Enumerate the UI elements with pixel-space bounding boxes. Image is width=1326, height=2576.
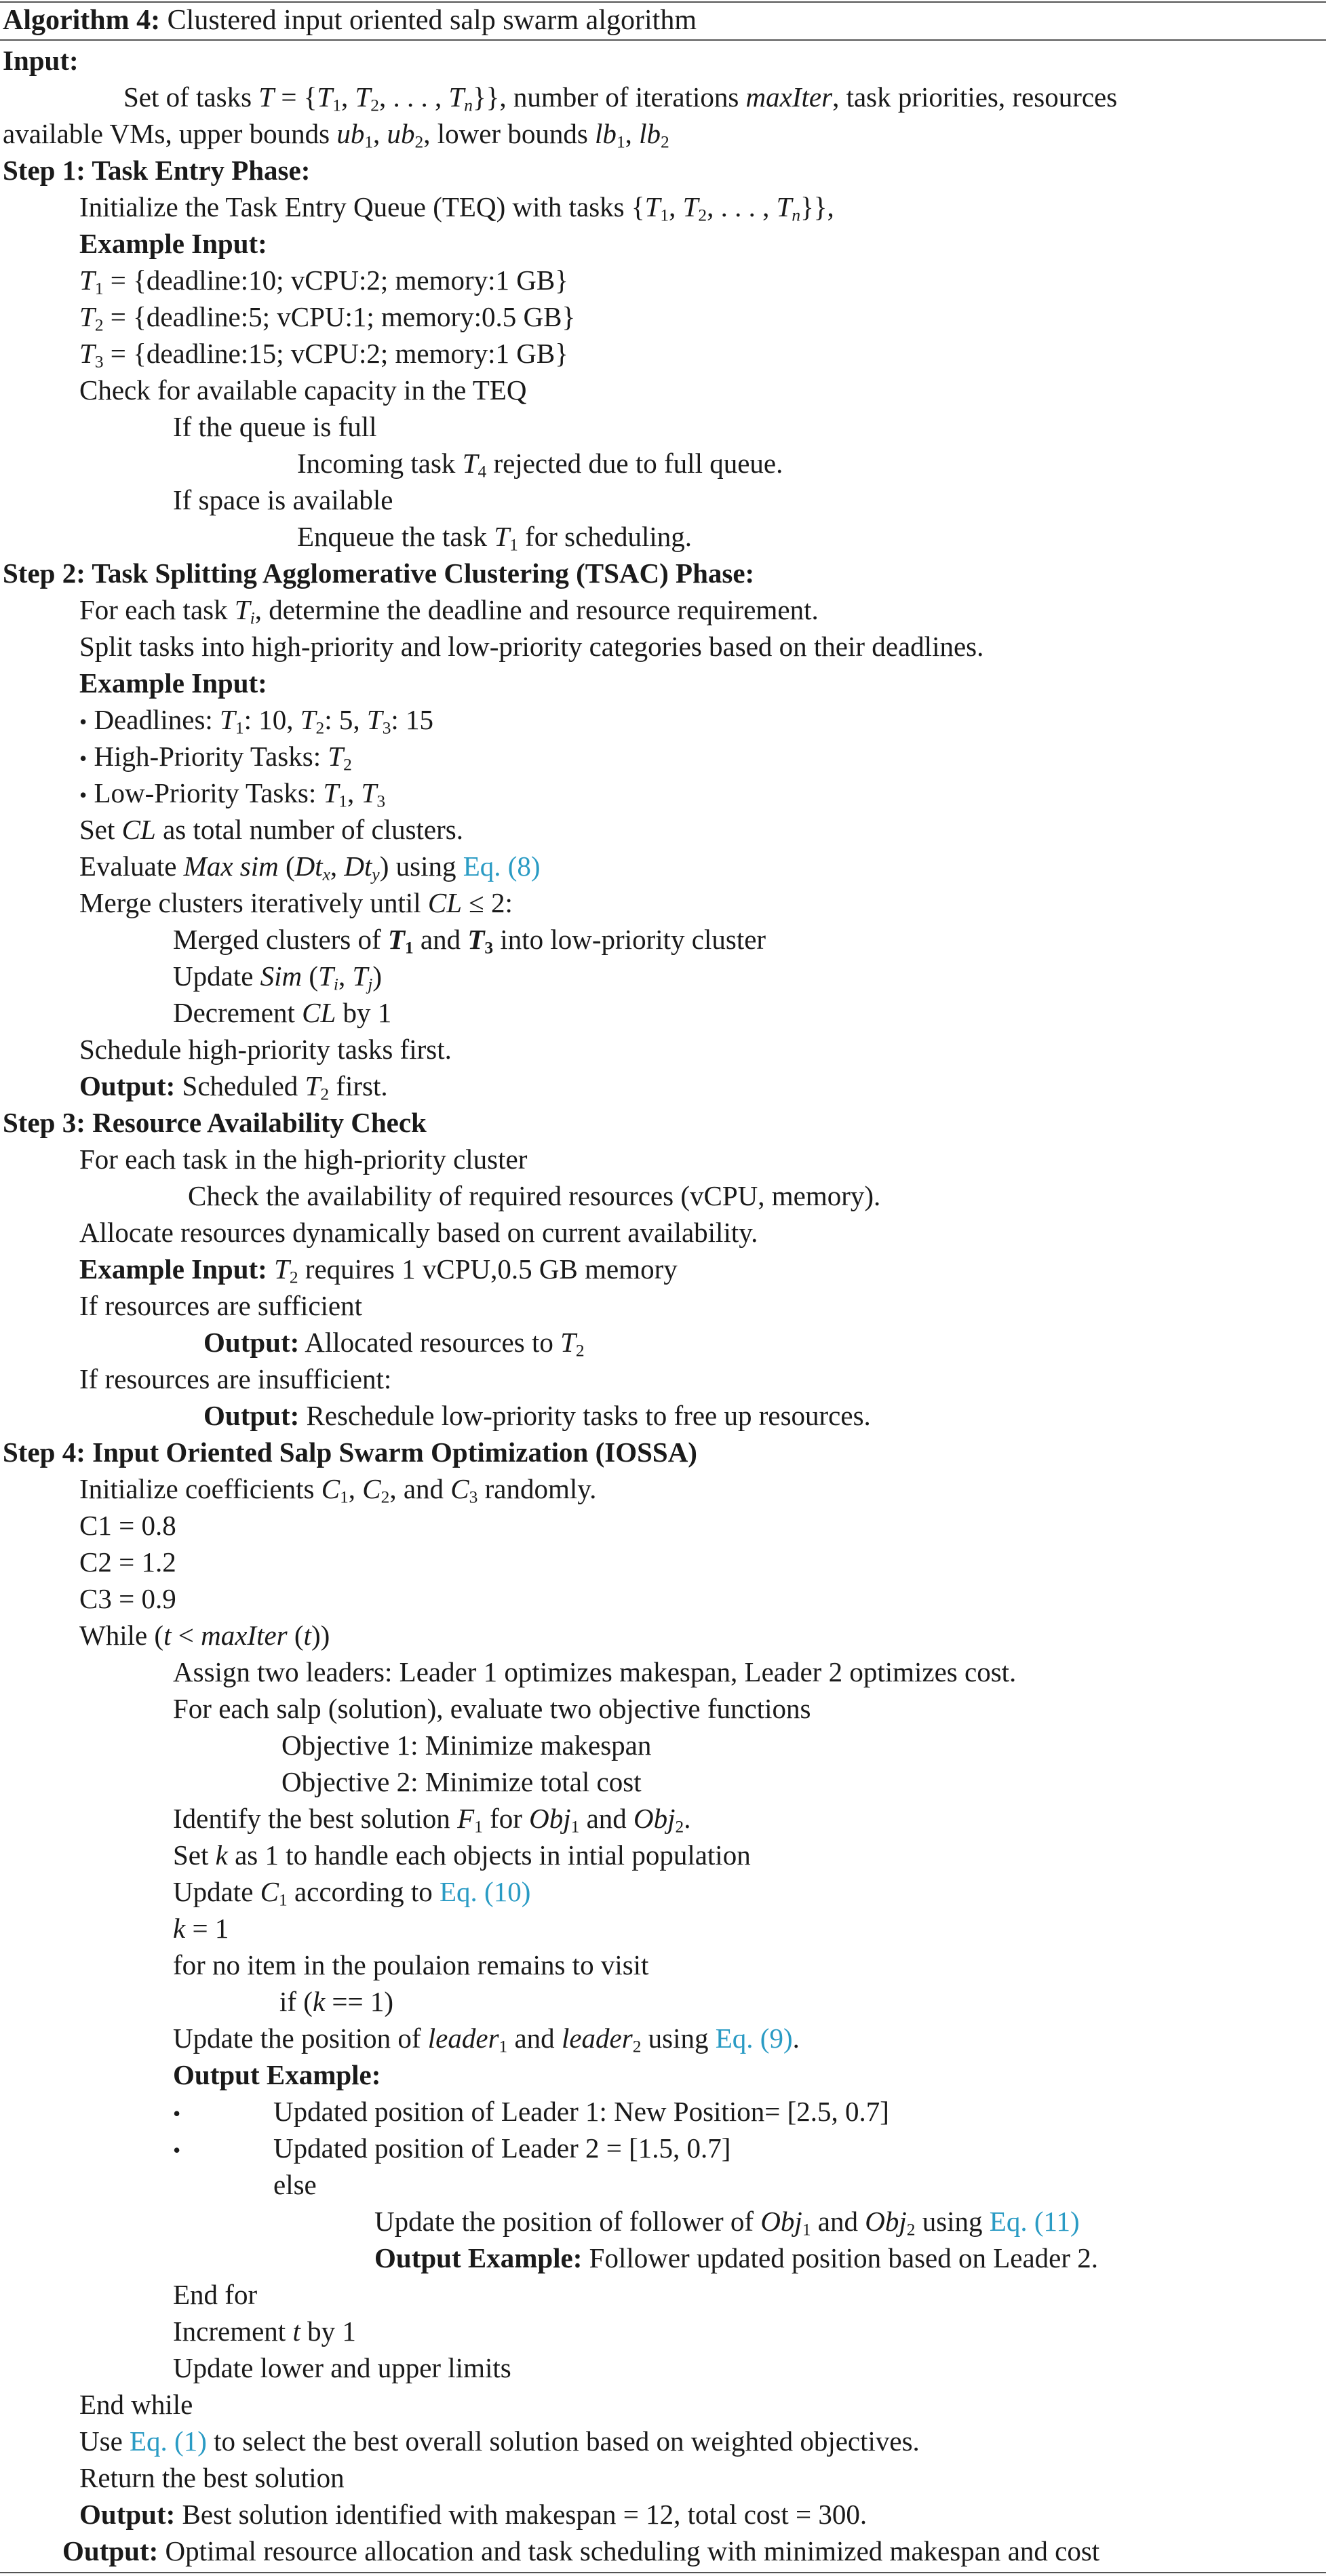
- step4-update-leader: Update the position of leader$_1$ and leader$_2$ using Eq. (9).: [173, 2023, 800, 2056]
- step1-enqueue: Enqueue the task $T_1$ for scheduling.: [297, 521, 693, 555]
- step1-init: Initialize the Task Entry Queue (TEQ) with tasks {$T_1$, $T_2$, . . . , $T_n$}},: [79, 191, 834, 225]
- step1-check: Check for available capacity in the TEQ: [79, 374, 527, 406]
- input-line-2: available VMs, upper bounds $ub_1$, $ub_2$, lower bounds $lb_1$, $lb_2$: [3, 118, 669, 152]
- step2-split: Split tasks into high-priority and low-priority categories based on their deadlines.: [79, 631, 984, 662]
- step3-heading: Step 3: Resource Availability Check: [3, 1107, 427, 1138]
- step2-evaluate: Evaluate Max sim ($Dt_x$, $Dt_y$) using Eq. (8): [79, 851, 541, 884]
- step4-bullet-leader2: •: [173, 2138, 181, 2162]
- step4-output-example: Output Example:: [173, 2059, 381, 2090]
- step2-each-task: For each task $T_i$, determine the deadline and resource requirement.: [79, 594, 819, 628]
- step4-bullet-leader1: •: [173, 2101, 181, 2126]
- step2-decrement: Decrement CL by 1: [173, 997, 392, 1028]
- eq8-link[interactable]: Eq. (8): [463, 851, 541, 882]
- step2-low-priority: • Low-Priority Tasks: $T_1$, $T_3$: [79, 777, 386, 811]
- step4-c2-value: C2 = 1.2: [79, 1546, 176, 1578]
- eq9-link[interactable]: Eq. (9): [715, 2023, 793, 2054]
- step4-update-c1: Update $C_1$ according to Eq. (10): [173, 1876, 531, 1910]
- step4-set-k: Set k as 1 to handle each objects in intial population: [173, 1839, 751, 1871]
- step4-c1-value: C1 = 0.8: [79, 1510, 176, 1541]
- step2-heading: Step 2: Task Splitting Agglomerative Clustering (TSAC) Phase:: [3, 558, 755, 589]
- step2-example-input: Example Input:: [79, 667, 267, 699]
- step4-assign-leaders: Assign two leaders: Leader 1 optimizes makespan, Leader 2 optimizes cost.: [173, 1656, 1017, 1687]
- step4-else: else: [273, 2169, 317, 2200]
- step4-heading: Step 4: Input Oriented Salp Swarm Optimization (IOSSA): [3, 1437, 697, 1468]
- step4-objective-1: Objective 1: Minimize makespan: [281, 1730, 652, 1761]
- step4-for-each-salp: For each salp (solution), evaluate two objective functions: [173, 1693, 811, 1724]
- step1-if-full: If the queue is full: [173, 411, 377, 442]
- bottom-rule: [0, 2572, 1326, 2573]
- step3-output-reschedule: Output: Reschedule low-priority tasks to free up resources.: [203, 1400, 871, 1431]
- step2-update-sim: Update Sim ($T_i$, $T_j$): [173, 960, 382, 994]
- step4-while: While (t < maxIter (t)): [79, 1620, 330, 1651]
- step4-update-limits: Update lower and upper limits: [173, 2352, 511, 2383]
- step4-return-best: Return the best solution: [79, 2462, 345, 2493]
- step4-output-best: Output: Best solution identified with makespan = 12, total cost = 300.: [79, 2499, 867, 2530]
- step4-leader1-position: Updated position of Leader 1: New Position= [2.5, 0.7]: [273, 2096, 889, 2127]
- title-rule: [0, 39, 1326, 41]
- step3-if-sufficient: If resources are sufficient: [79, 1290, 363, 1321]
- final-output: Output: Optimal resource allocation and task scheduling with minimized makespan and cost: [62, 2535, 1100, 2567]
- step4-use-eq1: Use Eq. (1) to select the best overall solution based on weighted objectives.: [79, 2425, 920, 2457]
- step4-objective-2: Objective 2: Minimize total cost: [281, 1766, 642, 1797]
- step1-task-t3: $T_3$ = {deadline:15; vCPU:2; memory:1 GB}: [79, 338, 568, 372]
- step1-task-t1: $T_1$ = {deadline:10; vCPU:2; memory:1 GB}: [79, 265, 568, 298]
- step3-if-insufficient: If resources are insufficient:: [79, 1363, 392, 1394]
- algorithm-label: Algorithm 4:: [3, 5, 161, 36]
- step4-leader2-position: Updated position of Leader 2 = [1.5, 0.7]: [273, 2132, 731, 2164]
- step3-check: Check the availability of required resources (vCPU, memory).: [188, 1180, 881, 1211]
- step4-follower-output: Output Example: Follower updated position based on Leader 2.: [374, 2242, 1099, 2273]
- step4-init-coefficients: Initialize coefficients $C_1$, $C_2$, and $C_3$ randomly.: [79, 1473, 597, 1507]
- step1-rejected: Incoming task $T_4$ rejected due to full queue.: [297, 448, 783, 482]
- step4-k-equals-1: k = 1: [173, 1913, 229, 1944]
- algorithm-title: [3, 2, 697, 39]
- step4-identify-best: Identify the best solution $F_1$ for Obj$_1$ and Obj$_2$.: [173, 1803, 691, 1837]
- eq10-link[interactable]: Eq. (10): [440, 1876, 531, 1907]
- step2-schedule-high: Schedule high-priority tasks first.: [79, 1034, 452, 1065]
- step4-increment-t: Increment t by 1: [173, 2316, 356, 2347]
- step4-end-while: End while: [79, 2389, 193, 2420]
- step1-example-input: Example Input:: [79, 228, 267, 259]
- step1-if-space: If space is available: [173, 484, 393, 515]
- step2-merge: Merge clusters iteratively until CL ≤ 2:: [79, 887, 513, 918]
- input-line-1: Set of tasks $T = \{T_1$, $T_2$, . . . , $T_n$}}, number of iterations maxIter, task priorities, resources: [123, 81, 1118, 115]
- step3-each-task: For each task in the high-priority cluster: [79, 1144, 528, 1175]
- step1-heading: Step 1: Task Entry Phase:: [3, 155, 311, 186]
- step3-output-allocated: Output: Allocated resources to $T_2$: [203, 1327, 585, 1361]
- step2-high-priority: • High-Priority Tasks: $T_2$: [79, 741, 352, 775]
- step3-example-input: Example Input: $T_2$ requires 1 vCPU,0.5 GB memory: [79, 1253, 678, 1287]
- eq11-link[interactable]: Eq. (11): [989, 2206, 1080, 2237]
- step2-output: Output: Scheduled $T_2$ first.: [79, 1070, 388, 1104]
- algorithm-name: Clustered input oriented salp swarm algorithm: [167, 5, 697, 36]
- step3-allocate: Allocate resources dynamically based on current availability.: [79, 1217, 758, 1248]
- step2-set-cl: Set CL as total number of clusters.: [79, 814, 463, 845]
- step4-c3-value: C3 = 0.9: [79, 1583, 176, 1614]
- step4-end-for: End for: [173, 2279, 258, 2310]
- step2-deadlines: • Deadlines: $T_1$: 10, $T_2$: 5, $T_3$: 15: [79, 704, 434, 738]
- step4-for-no-item: for no item in the poulaion remains to visit: [173, 1949, 649, 1980]
- eq1-link[interactable]: Eq. (1): [130, 2425, 207, 2457]
- step4-update-follower: Update the position of follower of Obj$_1$ and Obj$_2$ using Eq. (11): [374, 2206, 1080, 2240]
- step4-if-k: if (k == 1): [279, 1986, 394, 2017]
- input-heading: Input:: [3, 45, 79, 76]
- step2-merged-clusters: Merged clusters of $T_1$ and $T_3$ into low-priority cluster: [173, 924, 766, 958]
- step1-task-t2: $T_2$ = {deadline:5; vCPU:1; memory:0.5 GB}: [79, 301, 576, 335]
